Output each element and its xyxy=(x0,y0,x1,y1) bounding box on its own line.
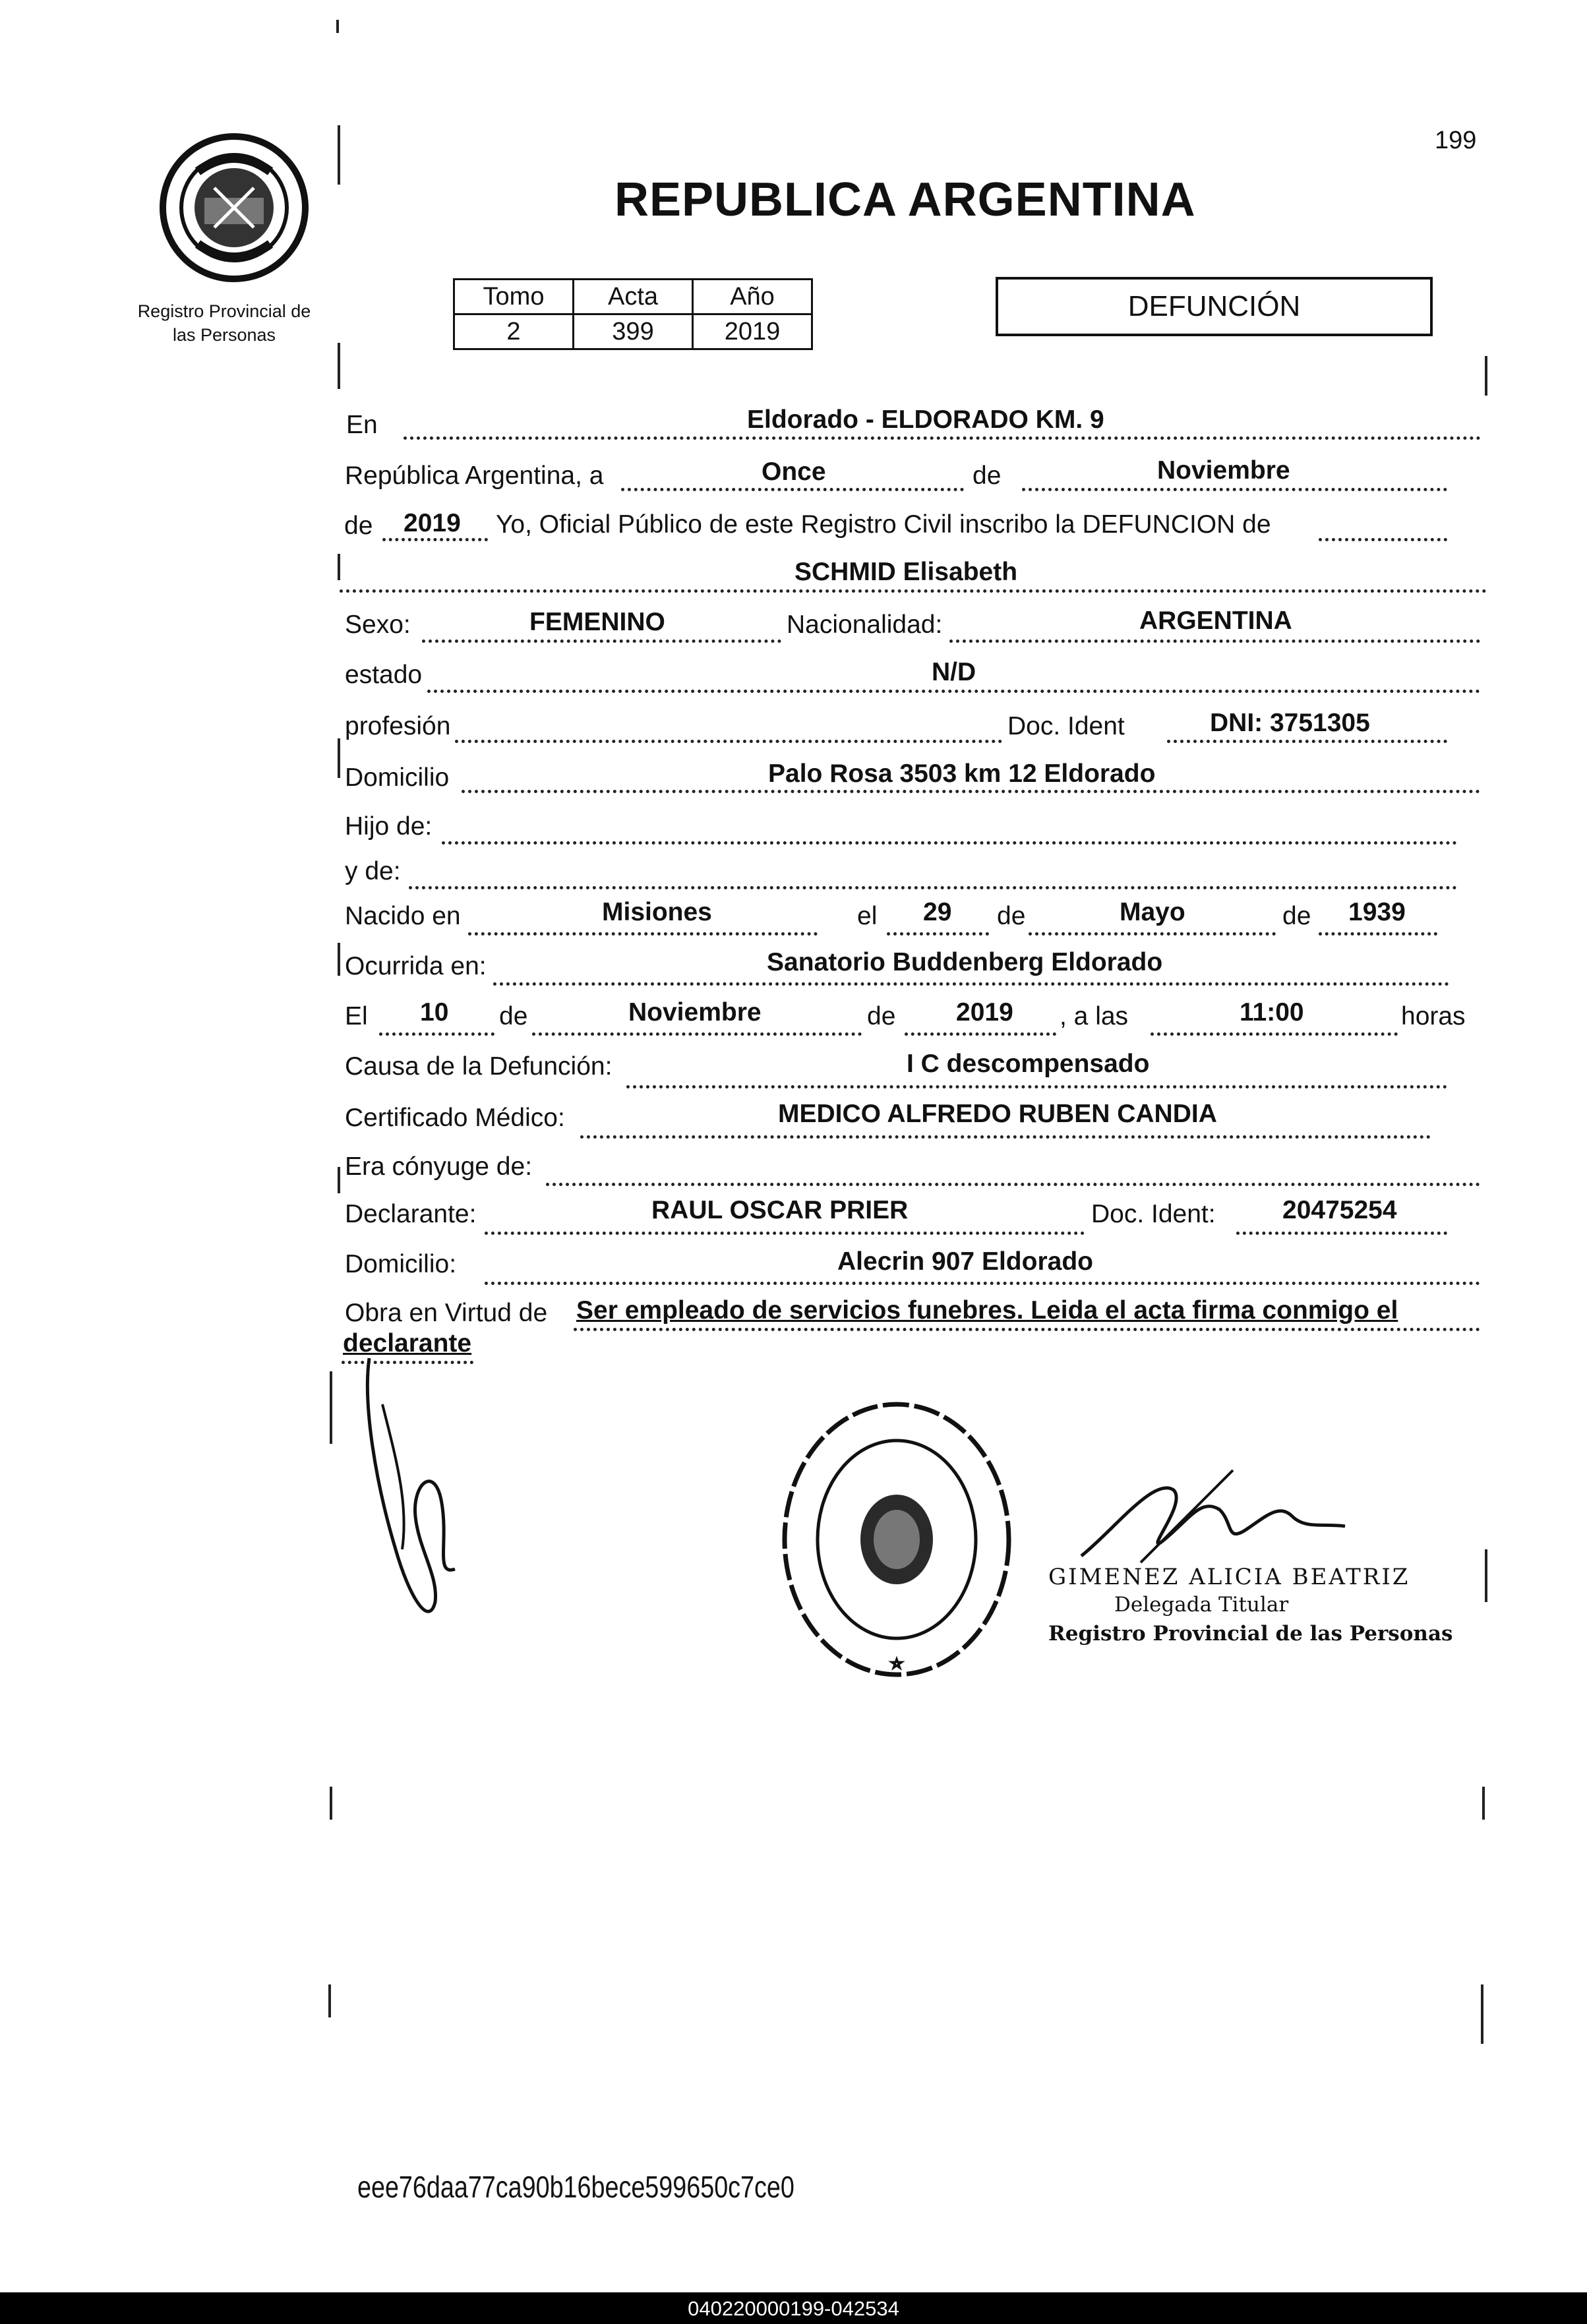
domicilio2-label: Domicilio: xyxy=(345,1250,457,1278)
official-role: Delegada Titular xyxy=(1114,1593,1289,1617)
causa-value: I C descompensado xyxy=(907,1050,1150,1078)
alas-label: , a las xyxy=(1060,1002,1129,1030)
certificado-label: Certificado Médico: xyxy=(345,1104,565,1132)
causa-label: Causa de la Defunción: xyxy=(345,1052,613,1081)
book-table-header-row xyxy=(454,280,812,314)
conyuge-label: Era cónyuge de: xyxy=(345,1152,533,1181)
deceased-name-value: SCHMID Elisabeth xyxy=(794,558,1018,586)
dotted-line xyxy=(468,932,818,936)
nacionalidad-label: Nacionalidad: xyxy=(787,611,943,639)
dotted-line xyxy=(1319,932,1437,936)
doc-ident2-label: Doc. Ident: xyxy=(1091,1200,1216,1228)
acta-value: 399 xyxy=(574,314,693,349)
margin-mark xyxy=(1485,1549,1487,1602)
declarante-value: RAUL OSCAR PRIER xyxy=(651,1196,909,1224)
dotted-line xyxy=(621,488,964,491)
domicilio2-value: Alecrin 907 Eldorado xyxy=(837,1247,1093,1276)
dotted-line xyxy=(382,538,488,541)
birth-month-value: Mayo xyxy=(1120,898,1185,926)
margin-mark xyxy=(328,1984,331,2017)
document-id: 040220000199-042534 xyxy=(688,2297,899,2320)
declarant-signature xyxy=(356,1352,501,1635)
statement-text: Yo, Oficial Público de este Registro Civil inscribo la DEFUNCION de xyxy=(496,510,1271,539)
page-number: 199 xyxy=(1435,127,1477,154)
official-signature xyxy=(1075,1464,1352,1569)
dotted-line xyxy=(1022,488,1447,491)
official-stamp xyxy=(771,1391,1022,1694)
el-label: el xyxy=(857,902,878,930)
dotted-line xyxy=(493,982,1449,986)
sexo-label: Sexo: xyxy=(345,611,411,639)
official-office: Registro Provincial de las Personas xyxy=(1048,1622,1453,1646)
de-label: de xyxy=(973,462,1002,490)
dotted-line xyxy=(546,1183,1480,1186)
dotted-line xyxy=(442,841,1457,845)
dotted-line xyxy=(1151,1032,1398,1036)
dotted-line xyxy=(949,640,1480,643)
nacido-en-value: Misiones xyxy=(602,898,712,926)
dotted-line xyxy=(1236,1232,1447,1235)
margin-mark xyxy=(338,343,340,389)
record-type-box: DEFUNCIÓN xyxy=(996,277,1433,336)
margin-mark xyxy=(338,554,340,580)
birth-year-value: 1939 xyxy=(1348,898,1406,926)
province-seal-icon xyxy=(158,132,310,283)
dotted-line xyxy=(462,790,1480,793)
document-hash: eee76daa77ca90b16bece599650c7ce0 xyxy=(357,2170,794,2204)
dotted-line xyxy=(455,740,1002,743)
nacido-label: Nacido en xyxy=(345,902,461,930)
dotted-line xyxy=(574,1328,1480,1331)
margin-mark xyxy=(338,738,340,778)
dotted-line xyxy=(905,1032,1056,1036)
profesion-label: profesión xyxy=(345,712,451,740)
death-day-value: 10 xyxy=(420,998,449,1027)
dotted-line xyxy=(1319,538,1447,541)
obra-line1-value: Ser empleado de servicios funebres. Leida el acta firma conmigo el xyxy=(576,1296,1398,1325)
doc-ident-label: Doc. Ident xyxy=(1007,712,1125,740)
dotted-line xyxy=(580,1135,1431,1139)
book-table-header: Tomo xyxy=(454,280,574,314)
death-year-value: 2019 xyxy=(956,998,1013,1027)
ocurrida-label: Ocurrida en: xyxy=(345,952,487,980)
obra-line2-value: declarante xyxy=(343,1329,472,1357)
declarante-label: Declarante: xyxy=(345,1200,477,1228)
dotted-line xyxy=(404,436,1481,440)
day-words-value: Once xyxy=(762,458,826,486)
de-label: de xyxy=(344,512,373,540)
dotted-line xyxy=(340,589,1487,593)
sexo-value: FEMENINO xyxy=(529,608,665,636)
death-month-value: Noviembre xyxy=(628,998,762,1027)
de-label: de xyxy=(499,1002,528,1030)
dotted-line xyxy=(887,932,989,936)
registry-caption: Registro Provincial de las Personas xyxy=(137,301,311,345)
margin-mark xyxy=(1481,1984,1483,2044)
dotted-line xyxy=(485,1282,1480,1285)
dotted-line xyxy=(427,690,1480,693)
en-label: En xyxy=(346,411,378,439)
obra-label: Obra en Virtud de xyxy=(345,1299,548,1327)
rep-label: República Argentina, a xyxy=(345,462,604,490)
dotted-line xyxy=(626,1085,1447,1088)
book-table-header: Año xyxy=(693,280,812,314)
domicilio-value: Palo Rosa 3503 km 12 Eldorado xyxy=(768,760,1156,788)
horas-label: horas xyxy=(1401,1002,1466,1030)
margin-mark xyxy=(338,125,340,185)
ocurrida-en-value: Sanatorio Buddenberg Eldorado xyxy=(767,948,1163,976)
dotted-line xyxy=(1167,740,1447,743)
place-value: Eldorado - ELDORADO KM. 9 xyxy=(747,405,1104,434)
tomo-value: 2 xyxy=(454,314,574,349)
estado-label: estado xyxy=(345,661,423,689)
month-words-value: Noviembre xyxy=(1157,456,1290,485)
de-label: de xyxy=(1282,902,1311,930)
book-table-value-row xyxy=(454,314,812,349)
official-name: GIMENEZ ALICIA BEATRIZ xyxy=(1048,1564,1410,1590)
margin-mark xyxy=(330,1787,332,1820)
book-table-header: Acta xyxy=(574,280,693,314)
margin-mark xyxy=(338,1167,340,1193)
margin-mark xyxy=(330,1371,332,1444)
page-title: REPUBLICA ARGENTINA xyxy=(614,173,1196,226)
margin-mark xyxy=(1485,356,1487,396)
certificado-value: MEDICO ALFREDO RUBEN CANDIA xyxy=(778,1100,1217,1128)
el-cap-label: El xyxy=(345,1002,368,1030)
estado-value: N/D xyxy=(932,658,976,686)
dotted-line xyxy=(1029,932,1276,936)
margin-mark xyxy=(336,20,339,33)
dotted-line xyxy=(485,1232,1085,1235)
de-label: de xyxy=(867,1002,896,1030)
birth-day-value: 29 xyxy=(923,898,952,926)
death-time-value: 11:00 xyxy=(1240,998,1304,1027)
dotted-line xyxy=(379,1032,494,1036)
nacionalidad-value: ARGENTINA xyxy=(1139,607,1292,635)
hijo-label: Hijo de: xyxy=(345,812,433,841)
domicilio-label: Domicilio xyxy=(345,763,450,792)
margin-mark xyxy=(338,943,340,976)
dotted-line xyxy=(422,640,781,643)
anio-value: 2019 xyxy=(693,314,812,349)
margin-mark xyxy=(1482,1787,1485,1820)
book-table xyxy=(453,278,813,350)
dotted-line xyxy=(409,886,1457,889)
year-value: 2019 xyxy=(404,509,461,537)
yde-label: y de: xyxy=(345,857,401,885)
doc-ident-value: DNI: 3751305 xyxy=(1210,709,1370,737)
official-signature-block xyxy=(1048,1564,1453,1646)
doc-ident2-value: 20475254 xyxy=(1282,1196,1397,1224)
de-label: de xyxy=(997,902,1026,930)
dotted-line xyxy=(532,1032,862,1036)
